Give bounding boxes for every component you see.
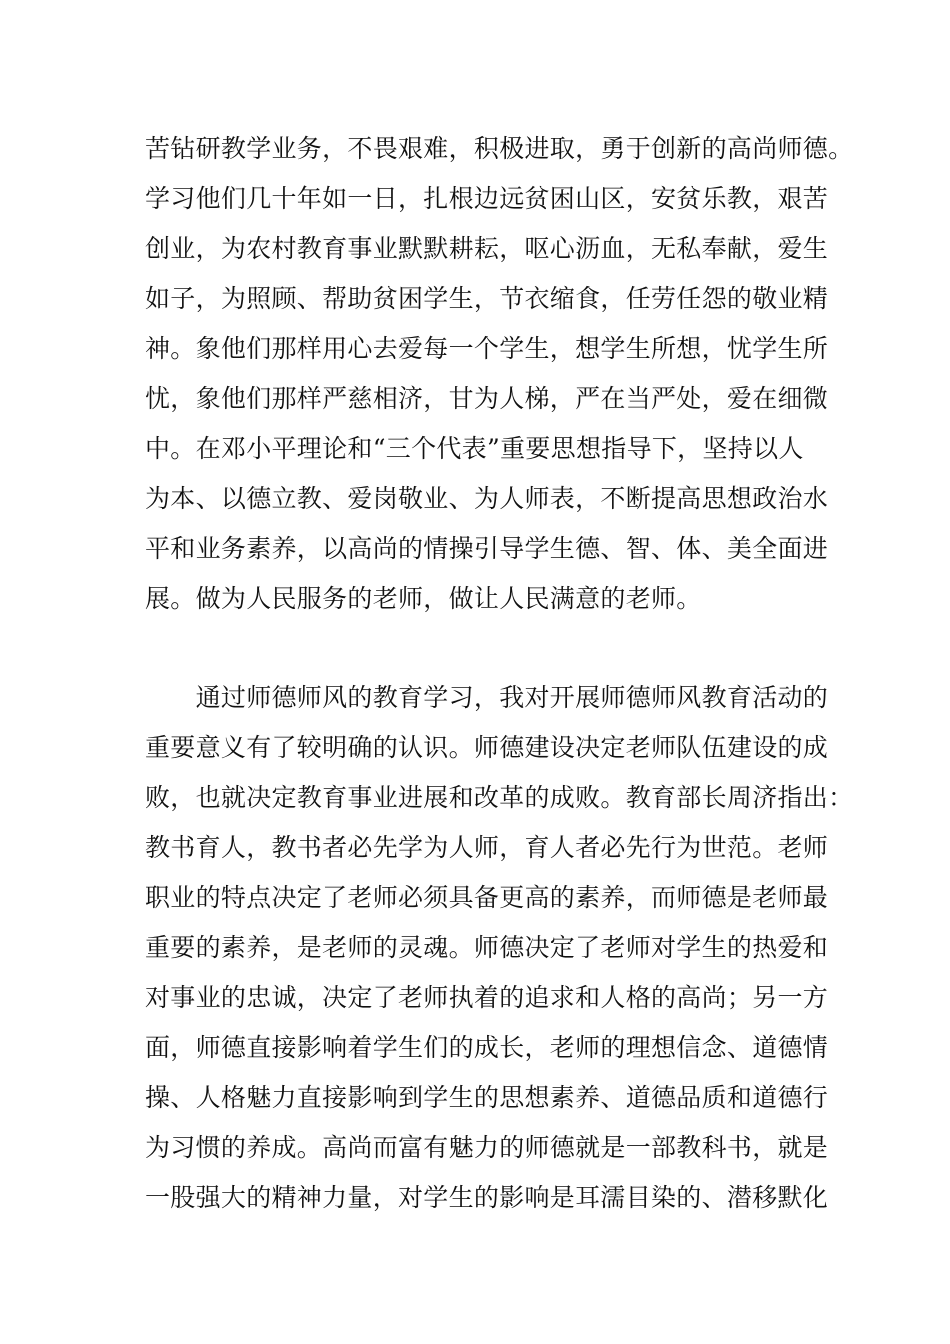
text-line: 面，师德直接影响着学生们的成长，老师的理想信念、道德情 xyxy=(145,1033,829,1062)
text-line: 一股强大的精神力量，对学生的影响是耳濡目染的、潜移默化 xyxy=(145,1183,829,1212)
text-line: 展。做为人民服务的老师，做让人民满意的老师。 xyxy=(145,584,702,613)
text-line: 为习惯的养成。高尚而富有魅力的师德就是一部教科书，就是 xyxy=(145,1133,829,1162)
text-line: 为本、以德立教、爱岗敬业、为人师表，不断提高思想政治水 xyxy=(145,484,829,513)
text-line: 通过师德师风的教育学习，我对开展师德师风教育活动的 xyxy=(145,683,829,712)
paragraph-2 xyxy=(145,673,854,1223)
text-line: 操、人格魅力直接影响到学生的思想素养、道德品质和道德行 xyxy=(145,1083,829,1112)
text-line: 教书育人，教书者必先学为人师，育人者必先行为世范。老师 xyxy=(145,833,829,862)
text-line: 平和业务素养，以高尚的情操引导学生德、智、体、美全面进 xyxy=(145,534,829,563)
text-line: 苦钻研教学业务，不畏艰难，积极进取，勇于创新的高尚师德。 xyxy=(145,134,854,163)
text-line: 创业，为农村教育事业默默耕耘，呕心沥血，无私奉献，爱生 xyxy=(145,234,829,263)
text-line: 忧，象他们那样严慈相济，甘为人梯，严在当严处，爱在细微 xyxy=(145,384,829,413)
text-line: 职业的特点决定了老师必须具备更高的素养，而师德是老师最 xyxy=(145,883,829,912)
text-line: 神。象他们那样用心去爱每一个学生，想学生所想，忧学生所 xyxy=(145,334,829,363)
text-line: 重要意义有了较明确的认识。师德建设决定老师队伍建设的成 xyxy=(145,733,829,762)
text-line: 中。在邓小平理论和“三个代表”重要思想指导下，坚持以人 xyxy=(145,434,804,463)
paragraph-1 xyxy=(145,124,854,624)
text-line: 重要的素养，是老师的灵魂。师德决定了老师对学生的热爱和 xyxy=(145,933,829,962)
text-line: 如子，为照顾、帮助贫困学生，节衣缩食，任劳任怨的敬业精 xyxy=(145,284,829,313)
text-line: 学习他们几十年如一日，扎根边远贫困山区，安贫乐教，艰苦 xyxy=(145,184,829,213)
text-line: 对事业的忠诚，决定了老师执着的追求和人格的高尚；另一方 xyxy=(145,983,829,1012)
text-line: 败，也就决定教育事业进展和改革的成败。教育部长周济指出： xyxy=(145,783,854,812)
